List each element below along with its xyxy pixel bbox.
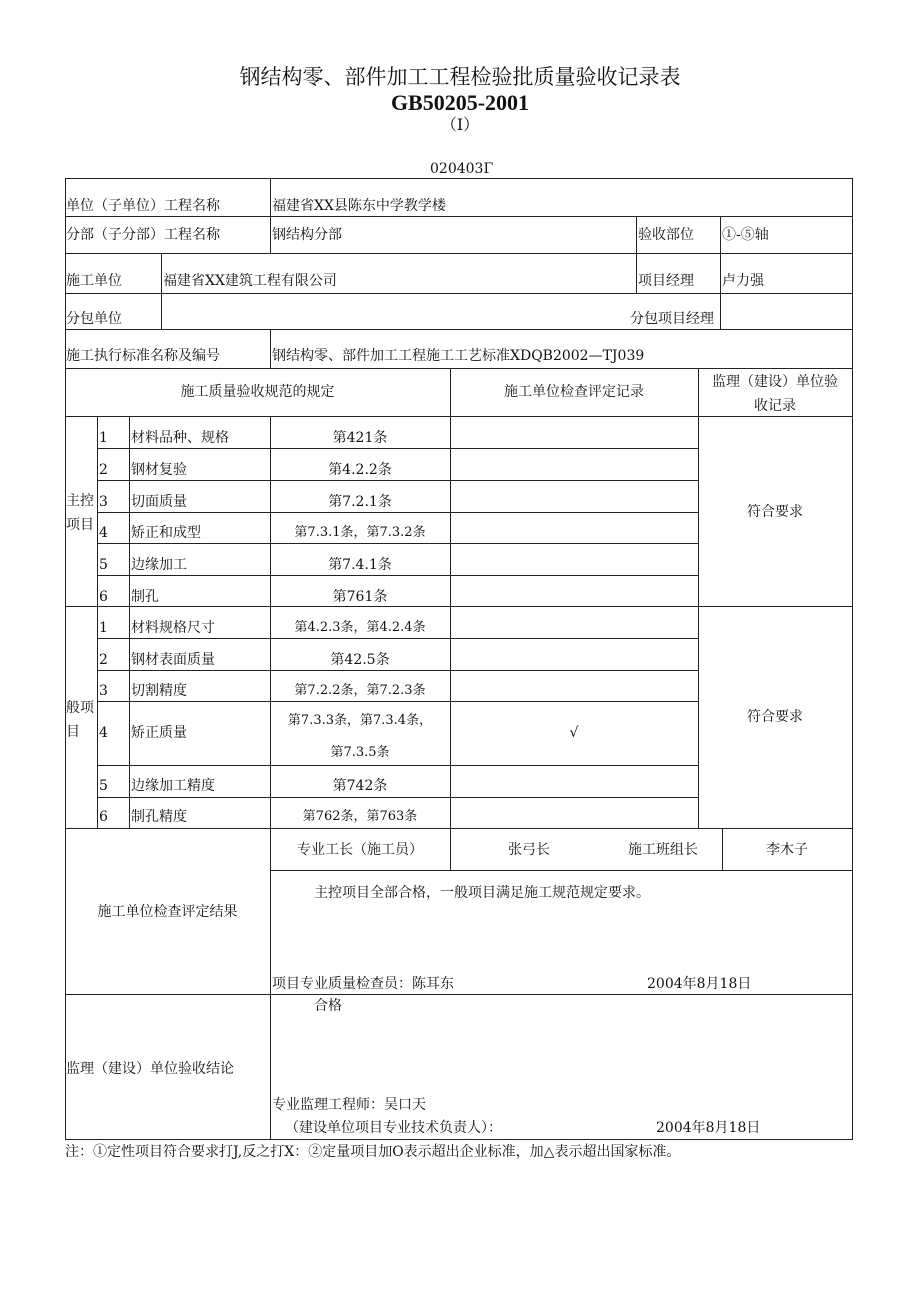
list-item-name: 边缘加工精度: [131, 778, 215, 794]
footnote: 注：①定性项目符合要求打J,反之打X：②定量项目加O表示超出企业标准，加△表示超出国家标准。: [65, 1144, 681, 1160]
supervision-column-header: 监理（建设）单位验: [712, 374, 838, 390]
list-item-no: 1: [99, 620, 108, 636]
list-item-no: 3: [99, 683, 108, 699]
record-column-header: 施工单位检查评定记录: [504, 384, 644, 400]
main-items-group-label: 主控: [66, 493, 94, 509]
sub-project-value: 钢结构分部: [272, 227, 342, 243]
contractor-value: 福建省XX建筑工程有限公司: [163, 273, 337, 289]
list-item-no: 1: [99, 430, 108, 446]
manager-label: 项目经理: [638, 273, 694, 289]
list-item-no: 5: [99, 778, 108, 794]
list-item-clause: 第4.2.2条: [328, 462, 392, 478]
spec-column-header: 施工质量验收规范的规定: [180, 384, 335, 400]
list-item-name: 制孔: [131, 589, 159, 605]
general-items-result: 符合要求: [747, 709, 803, 725]
list-item-clause: 第762条，第763条: [302, 809, 418, 824]
roman-numeral: （Ⅰ）: [440, 115, 480, 134]
list-item-clause: 第761条: [332, 589, 388, 605]
check-part-label: 验收部位: [638, 227, 694, 243]
supervision-date: 2004年8月18日: [656, 1120, 761, 1136]
supervision-result-label: 监理（建设）单位验收结论: [66, 1061, 234, 1077]
supervision-conclusion: 合格: [314, 998, 342, 1014]
list-item-name: 钢材表面质量: [131, 652, 215, 668]
main-items-result: 符合要求: [747, 504, 803, 520]
list-item-no: 2: [99, 462, 108, 478]
list-item-clause: 第7.3.1条，第7.3.2条: [294, 525, 426, 540]
contractor-date: 2004年8月18日: [647, 976, 752, 992]
team-leader-name: 李木子: [766, 842, 808, 858]
list-item-name: 边缘加工: [131, 557, 187, 573]
list-item-no: 4: [99, 525, 108, 541]
list-item-clause: 第7.2.2条，第7.2.3条: [294, 683, 426, 698]
list-item-name: 切割精度: [131, 683, 187, 699]
unit-project-value: 福建省XX县陈东中学教学楼: [272, 198, 446, 214]
sub-manager-label: 分包项目经理: [630, 311, 714, 327]
general-items-group-label-2: 目: [66, 724, 80, 740]
contractor-label: 施工单位: [66, 273, 122, 289]
standard-label: 施工执行标准名称及编号: [66, 348, 220, 364]
owner-representative: （建设单位项目专业技术负责人）：: [285, 1120, 502, 1136]
foreman-name: 张弓长: [508, 842, 550, 858]
general-items-group-label: 般项: [66, 700, 94, 716]
supervision-engineer: 专业监理工程师：吴口天: [272, 1097, 426, 1113]
subcontractor-label: 分包单位: [66, 311, 122, 327]
list-item-no: 2: [99, 652, 108, 668]
list-item-no: 5: [99, 557, 108, 573]
list-item-no: 3: [99, 494, 108, 510]
standard-code: GB50205-2001: [390, 90, 530, 115]
page-title: 钢结构零、部件加工工程检验批质量验收记录表: [239, 65, 681, 89]
form-number: 020403Γ: [430, 161, 494, 177]
sub-project-label: 分部（子分部）工程名称: [66, 227, 220, 243]
list-item-clause: 第7.4.1条: [328, 557, 392, 573]
check-part-value: ①-⑤轴: [722, 227, 769, 243]
list-item-clause: 第7.2.1条: [328, 494, 392, 510]
list-item-clause: 第421条: [332, 430, 388, 446]
list-item-no: 6: [99, 809, 108, 825]
list-item-name: 材料规格尺寸: [131, 620, 215, 636]
manager-value: 卢力强: [722, 273, 764, 289]
foreman-label: 专业工长（施工员）: [297, 842, 423, 858]
list-item-clause: 第742条: [332, 778, 388, 794]
quality-inspector: 项目专业质量检查员：陈耳东: [272, 976, 454, 992]
list-item-clause: 第7.3.3条，第7.3.4条，: [287, 713, 433, 728]
check-mark: √: [569, 725, 579, 741]
list-item-name: 矫正质量: [131, 725, 187, 741]
list-item-clause: 第42.5条: [330, 652, 390, 668]
standard-value: 钢结构零、部件加工工程施工工艺标准XDQB2002—TJ039: [272, 348, 645, 364]
team-leader-label: 施工班组长: [628, 842, 698, 858]
contractor-result-label: 施工单位检查评定结果: [97, 904, 238, 920]
list-item-clause: 第4.2.3条，第4.2.4条: [294, 620, 426, 635]
list-item-name: 矫正和成型: [131, 525, 201, 541]
list-item-name: 切面质量: [131, 494, 187, 510]
unit-project-label: 单位（子单位）工程名称: [66, 198, 220, 214]
list-item-clause-line2: 第7.3.5条: [330, 745, 390, 760]
list-item-name: 制孔精度: [131, 809, 187, 825]
supervision-column-header-line2: 收记录: [754, 398, 796, 414]
list-item-no: 4: [99, 725, 108, 741]
list-item-name: 钢材复验: [131, 462, 187, 478]
list-item-no: 6: [99, 589, 108, 605]
main-items-group-label-2: 项目: [66, 517, 94, 533]
contractor-conclusion: 主控项目全部合格，一般项目满足施工规范规定要求。: [314, 885, 650, 901]
list-item-name: 材料品种、规格: [131, 430, 229, 446]
